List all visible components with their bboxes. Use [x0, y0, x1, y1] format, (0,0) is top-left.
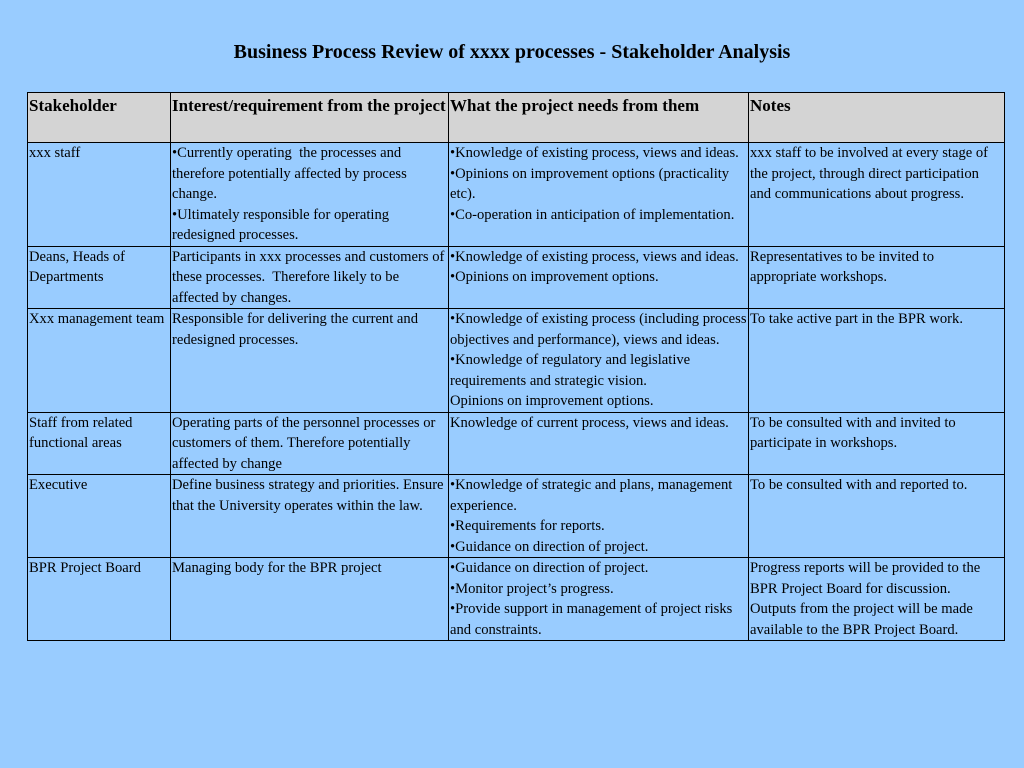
table-row [28, 558, 1005, 641]
bullet-item: • Ultimately responsible for operating redesigned processes. [172, 205, 447, 246]
cell-needs [449, 309, 749, 413]
bullet-item: • Knowledge of strategic and plans, management experience. [450, 475, 747, 516]
bullet-item: • Provide support in management of project risks and constraints. [450, 599, 747, 640]
text-line: Responsible for delivering the current and redesigned processes. [172, 311, 422, 348]
cell-needs [449, 412, 749, 475]
cell-notes [749, 246, 1005, 309]
text-line: Operating parts of the personnel processes or customers of them. Therefore potentially affected by change [172, 414, 440, 472]
cell-notes [749, 475, 1005, 558]
stakeholder-analysis-table [27, 92, 1005, 641]
bullet-item: • Knowledge of existing process, views and ideas. [450, 143, 747, 164]
cell-needs [449, 558, 749, 641]
cell-notes [749, 412, 1005, 475]
bullet-item: • Knowledge of regulatory and legislative requirements and strategic vision. [450, 350, 747, 391]
table-header-row [28, 93, 1005, 143]
text-line: Participants in xxx processes and customers of these processes. Therefore likely to be affected by changes. [172, 248, 449, 306]
bullet-item: • Guidance on direction of project. [450, 537, 747, 558]
table-row [28, 412, 1005, 475]
table-row [28, 246, 1005, 309]
bullet-item: • Currently operating the processes and therefore potentially affected by process change. [172, 143, 447, 205]
header-needs: What the project needs from them [449, 93, 749, 143]
text-line: Progress reports will be provided to the BPR Project Board for discussion. [750, 560, 984, 597]
cell-interest [171, 475, 449, 558]
cell-stakeholder: Executive [28, 475, 171, 558]
bullet-item: • Knowledge of existing process, views and ideas. [450, 247, 747, 268]
text-line: Knowledge of current process, views and ideas. [450, 414, 729, 431]
table-row [28, 309, 1005, 413]
bullet-item: • Requirements for reports. [450, 516, 747, 537]
table-row [28, 143, 1005, 247]
cell-needs [449, 143, 749, 247]
cell-stakeholder: xxx staff [28, 143, 171, 247]
text-line: To be consulted with and reported to. [750, 477, 968, 493]
text-line: Outputs from the project will be made available to the BPR Project Board. [750, 601, 977, 638]
text-line: To be consulted with and invited to participate in workshops. [750, 414, 960, 451]
header-interest: Interest/requirement from the project [171, 93, 449, 143]
cell-interest [171, 309, 449, 413]
cell-stakeholder: Deans, Heads of Departments [28, 246, 171, 309]
text-line: To take active part in the BPR work. [750, 311, 963, 327]
cell-stakeholder: Staff from related functional areas [28, 412, 171, 475]
bullet-item: • Co-operation in anticipation of implementation. [450, 205, 747, 226]
text-line: Representatives to be invited to appropriate workshops. [750, 248, 938, 285]
cell-notes [749, 309, 1005, 413]
bullet-item: • Knowledge of existing process (including process objectives and performance), views and ideas. [450, 309, 747, 350]
cell-needs [449, 246, 749, 309]
cell-interest [171, 143, 449, 247]
text-line: Managing body for the BPR project [172, 560, 382, 576]
header-stakeholder: Stakeholder [28, 93, 171, 143]
header-notes: Notes [749, 93, 1005, 143]
page-title: Business Process Review of xxxx processes - Stakeholder Analysis [233, 41, 791, 63]
cell-interest [171, 412, 449, 475]
bullet-item: • Monitor project’s progress. [450, 579, 747, 600]
cell-notes [749, 143, 1005, 247]
text-line: Define business strategy and priorities. Ensure that the University operates within the law. [172, 477, 448, 514]
text-line: xxx staff to be involved at every stage of the project, through direct participation and communications about progress. [750, 145, 992, 202]
bullet-item: • Opinions on improvement options. [450, 267, 747, 288]
table-row [28, 475, 1005, 558]
cell-interest [171, 246, 449, 309]
bullet-item: • Guidance on direction of project. [450, 558, 747, 579]
cell-interest [171, 558, 449, 641]
cell-stakeholder: Xxx management team [28, 309, 171, 413]
text-line: Opinions on improvement options. [450, 393, 654, 409]
cell-notes [749, 558, 1005, 641]
cell-stakeholder: BPR Project Board [28, 558, 171, 641]
bullet-item: • Opinions on improvement options (practicality etc). [450, 164, 747, 205]
cell-needs [449, 475, 749, 558]
